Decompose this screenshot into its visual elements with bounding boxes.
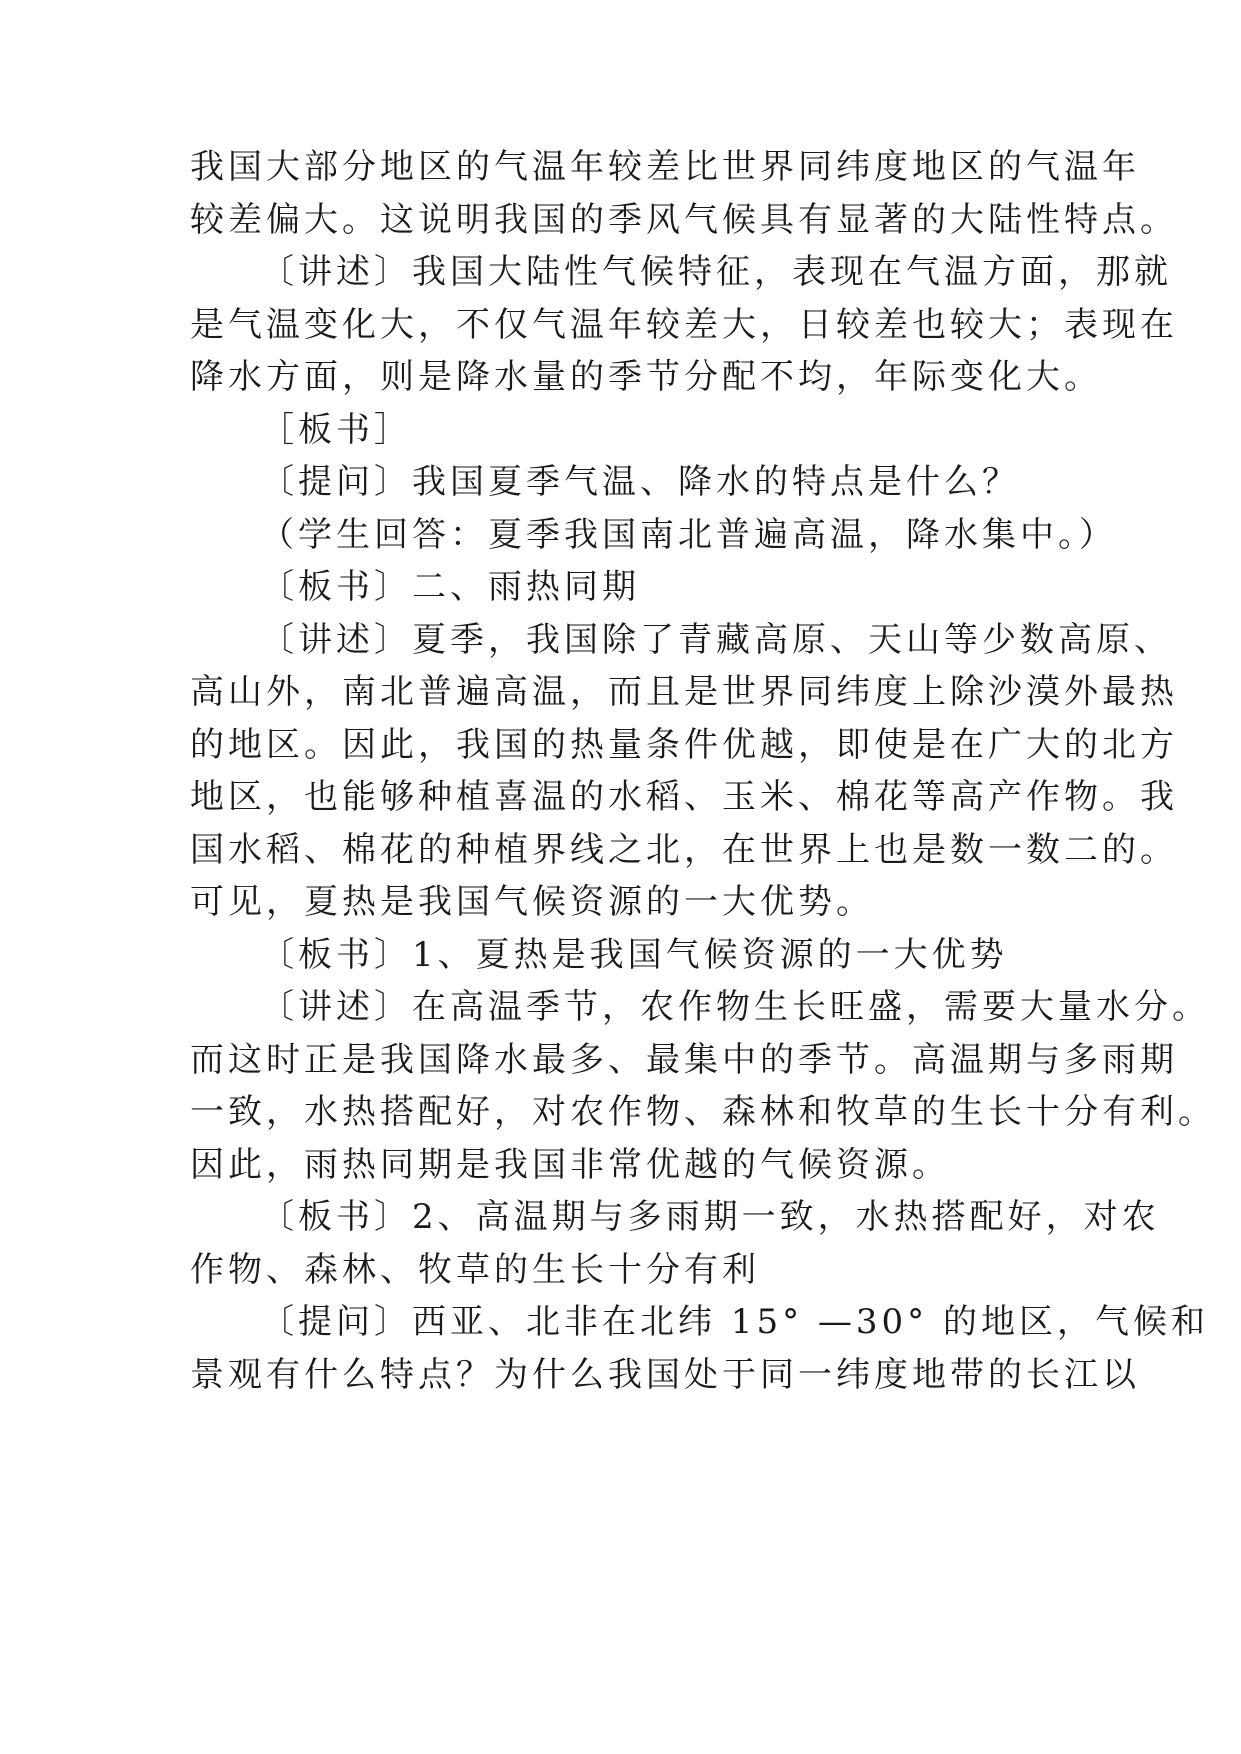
text-line: 〔板书〕二、雨热同期 xyxy=(260,567,640,607)
text-line: 是气温变化大，不仅气温年较差大，日较差也较大；表现在 xyxy=(190,305,1178,345)
text-line: 的地区。因此，我国的热量条件优越，即使是在广大的北方 xyxy=(190,725,1178,765)
text-line: 高山外，南北普遍高温，而且是世界同纬度上除沙漠外最热 xyxy=(190,672,1178,712)
text-line: 〔讲述〕夏季，我国除了青藏高原、天山等少数高原、 xyxy=(260,620,1172,660)
text-line: 〔讲述〕在高温季节，农作物生长旺盛，需要大量水分。 xyxy=(260,987,1210,1027)
text-line: 而这时正是我国降水最多、最集中的季节。高温期与多雨期 xyxy=(190,1040,1178,1080)
text-line: 降水方面，则是降水量的季节分配不均，年际变化大。 xyxy=(190,357,1102,397)
text-line: 地区，也能够种植喜温的水稻、玉米、棉花等高产作物。我 xyxy=(190,777,1178,817)
text-line: 景观有什么特点？为什么我国处于同一纬度地带的长江以 xyxy=(190,1355,1140,1395)
text-line: 〔讲述〕我国大陆性气候特征，表现在气温方面，那就 xyxy=(260,252,1172,292)
text-line: ［板书］ xyxy=(260,410,412,450)
text-line: 〔提问〕西亚、北非在北纬 15° —30° 的地区，气候和 xyxy=(260,1302,1209,1342)
text-line: 作物、森林、牧草的生长十分有利 xyxy=(190,1250,760,1290)
text-line: 一致，水热搭配好，对农作物、森林和牧草的生长十分有利。 xyxy=(190,1092,1216,1132)
text-line: 〔板书〕2、高温期与多雨期一致，水热搭配好，对农 xyxy=(260,1197,1160,1237)
text-line: 〔板书〕1、夏热是我国气候资源的一大优势 xyxy=(260,935,1008,975)
text-line: 〔提问〕我国夏季气温、降水的特点是什么？ xyxy=(260,462,1020,502)
text-line: 较差偏大。这说明我国的季风气候具有显著的大陆性特点。 xyxy=(190,200,1178,240)
text-line: 可见，夏热是我国气候资源的一大优势。 xyxy=(190,882,874,922)
text-line: （学生回答：夏季我国南北普遍高温，降水集中。） xyxy=(260,515,1117,555)
text-line: 国水稻、棉花的种植界线之北，在世界上也是数一数二的。 xyxy=(190,830,1178,870)
text-line: 我国大部分地区的气温年较差比世界同纬度地区的气温年 xyxy=(190,147,1140,187)
text-line: 因此，雨热同期是我国非常优越的气候资源。 xyxy=(190,1145,950,1185)
